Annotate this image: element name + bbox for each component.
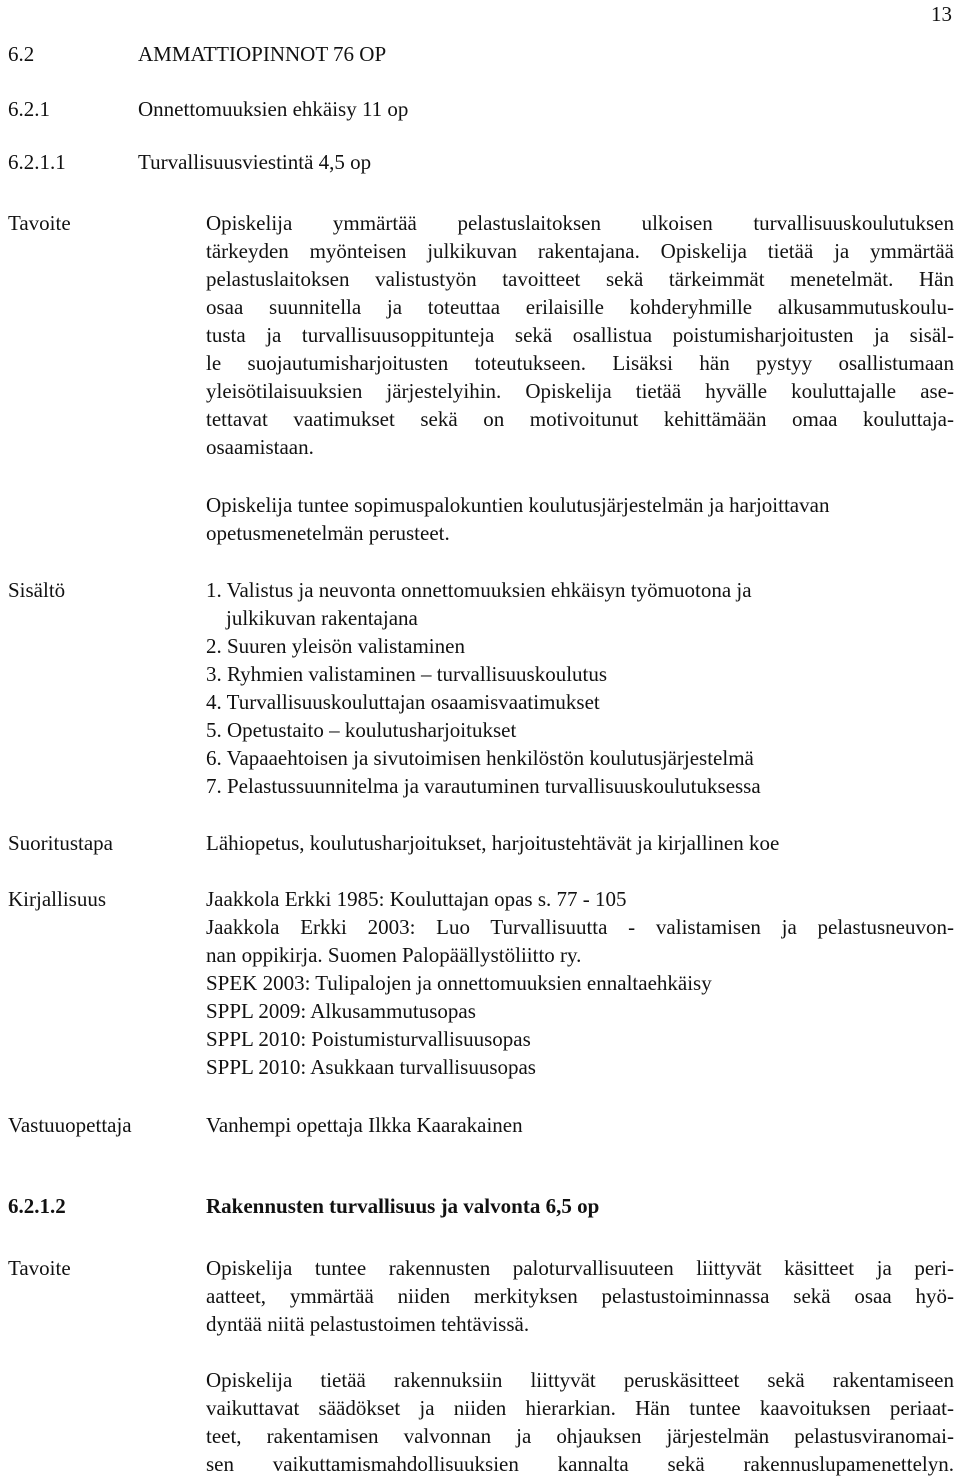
heading-3-number: 6.2.1	[8, 97, 50, 121]
suoritustapa-text: Lähiopetus, koulutusharjoitukset, harjoitustehtävät ja kirjallinen koe	[206, 831, 780, 855]
tavoite2-paragraph-2	[206, 1366, 954, 1478]
text-line: sen vaikuttamismahdollisuuksien kannalta sekä rakennuslupamenettelyn.	[206, 1452, 954, 1476]
text-line: yleisötilaisuuksien järjestelyihin. Opiskelija tietää hyvälle kouluttajalle ase-	[206, 379, 954, 403]
list-item: 6. Vapaaehtoisen ja sivutoimisen henkilöstön koulutusjärjestelmä	[206, 746, 754, 770]
vastuuopettaja-text: Vanhempi opettaja Ilkka Kaarakainen	[206, 1113, 523, 1137]
heading-2-title: AMMATTIOPINNOT 76 OP	[138, 42, 387, 66]
list-item-continuation: julkikuvan rakentajana	[226, 606, 418, 630]
heading-3-title: Onnettomuuksien ehkäisy 11 op	[138, 97, 409, 121]
kirjallisuus-label: Kirjallisuus	[8, 887, 106, 911]
tavoite2-paragraph-1	[206, 1254, 954, 1338]
kirjallisuus-list	[206, 885, 954, 1081]
text-line: pelastuslaitoksen valistustyön tavoitteet sekä tärkeimmät menetelmät. Hän	[206, 267, 954, 291]
text-line: opetusmenetelmän perusteet.	[206, 521, 450, 545]
reference-line: SPPL 2010: Poistumisturvallisuusopas	[206, 1027, 531, 1051]
text-line: Opiskelija tuntee sopimuspalokuntien koulutusjärjestelmän ja harjoittavan	[206, 493, 830, 517]
heading-4-number-2: 6.2.1.2	[8, 1194, 66, 1218]
text-line: teet, rakentamisen valvonnan ja ohjauksen järjestelmän pelastusviranomai-	[206, 1424, 954, 1448]
list-item: 4. Turvallisuuskouluttajan osaamisvaatimukset	[206, 690, 600, 714]
list-item: 7. Pelastussuunnitelma ja varautuminen turvallisuuskoulutuksessa	[206, 774, 761, 798]
text-line: aatteet, ymmärtää niiden merkityksen pelastustoiminnassa sekä osaa hyö-	[206, 1284, 954, 1308]
sisalto-list	[206, 576, 954, 800]
text-line: tettavat vaatimukset sekä on motivoitunut kehittämään omaa kouluttaja-	[206, 407, 954, 431]
reference-line: Jaakkola Erkki 2003: Luo Turvallisuutta - valistamisen ja pelastusneuvon-	[206, 915, 954, 939]
reference-line: SPPL 2010: Asukkaan turvallisuusopas	[206, 1055, 536, 1079]
text-line: Opiskelija tuntee rakennusten paloturvallisuuteen liittyvät käsitteet ja peri-	[206, 1256, 954, 1280]
list-item: 3. Ryhmien valistaminen – turvallisuuskoulutus	[206, 662, 608, 686]
heading-4-title: Turvallisuusviestintä 4,5 op	[138, 150, 372, 174]
tavoite-label: Tavoite	[8, 211, 71, 235]
vastuuopettaja-label: Vastuuopettaja	[8, 1113, 132, 1137]
text-line: osaa suunnitella ja toteuttaa erilaisille kohderyhmille alkusammutuskoulu-	[206, 295, 954, 319]
list-item: 5. Opetustaito – koulutusharjoitukset	[206, 718, 517, 742]
reference-line: SPPL 2009: Alkusammutusopas	[206, 999, 476, 1023]
tavoite-label-2: Tavoite	[8, 1256, 71, 1280]
suoritustapa-label: Suoritustapa	[8, 831, 113, 855]
list-item: 1. Valistus ja neuvonta onnettomuuksien ehkäisyn työmuotona ja	[206, 578, 752, 602]
text-line: osaamistaan.	[206, 435, 314, 459]
tavoite-paragraph-2	[206, 491, 954, 547]
text-line: le suojautumisharjoitusten toteutukseen. Lisäksi hän pystyy osallistumaan	[206, 351, 954, 375]
text-line: dyntää niitä pelastustoimen tehtävissä.	[206, 1312, 530, 1336]
text-line: vaikuttavat säädökset ja niiden hierarkian. Hän tuntee kaavoituksen periaat-	[206, 1396, 954, 1420]
tavoite-paragraph-1	[206, 209, 954, 461]
reference-line: Jaakkola Erkki 1985: Kouluttajan opas s. 77 - 105	[206, 887, 627, 911]
sisalto-label: Sisältö	[8, 578, 66, 602]
text-line: Opiskelija tietää rakennuksiin liittyvät peruskäsitteet sekä rakentamiseen	[206, 1368, 954, 1392]
heading-2-number: 6.2	[8, 42, 35, 66]
reference-line: nan oppikirja. Suomen Palopäällystöliitto ry.	[206, 943, 582, 967]
text-line: tärkeyden myönteisen julkikuvan rakentajana. Opiskelija tietää ja ymmärtää	[206, 239, 954, 263]
heading-4-number: 6.2.1.1	[8, 150, 66, 174]
list-item: 2. Suuren yleisön valistaminen	[206, 634, 465, 658]
text-line: Opiskelija ymmärtää pelastuslaitoksen ulkoisen turvallisuuskoulutuksen	[206, 211, 954, 235]
page-number: 13	[931, 2, 952, 26]
text-line: tusta ja turvallisuusoppitunteja sekä osallistua poistumisharjoitusten ja sisäl-	[206, 323, 954, 347]
reference-line: SPEK 2003: Tulipalojen ja onnettomuuksien ennaltaehkäisy	[206, 971, 712, 995]
heading-4-title-2: Rakennusten turvallisuus ja valvonta 6,5 op	[206, 1194, 600, 1218]
